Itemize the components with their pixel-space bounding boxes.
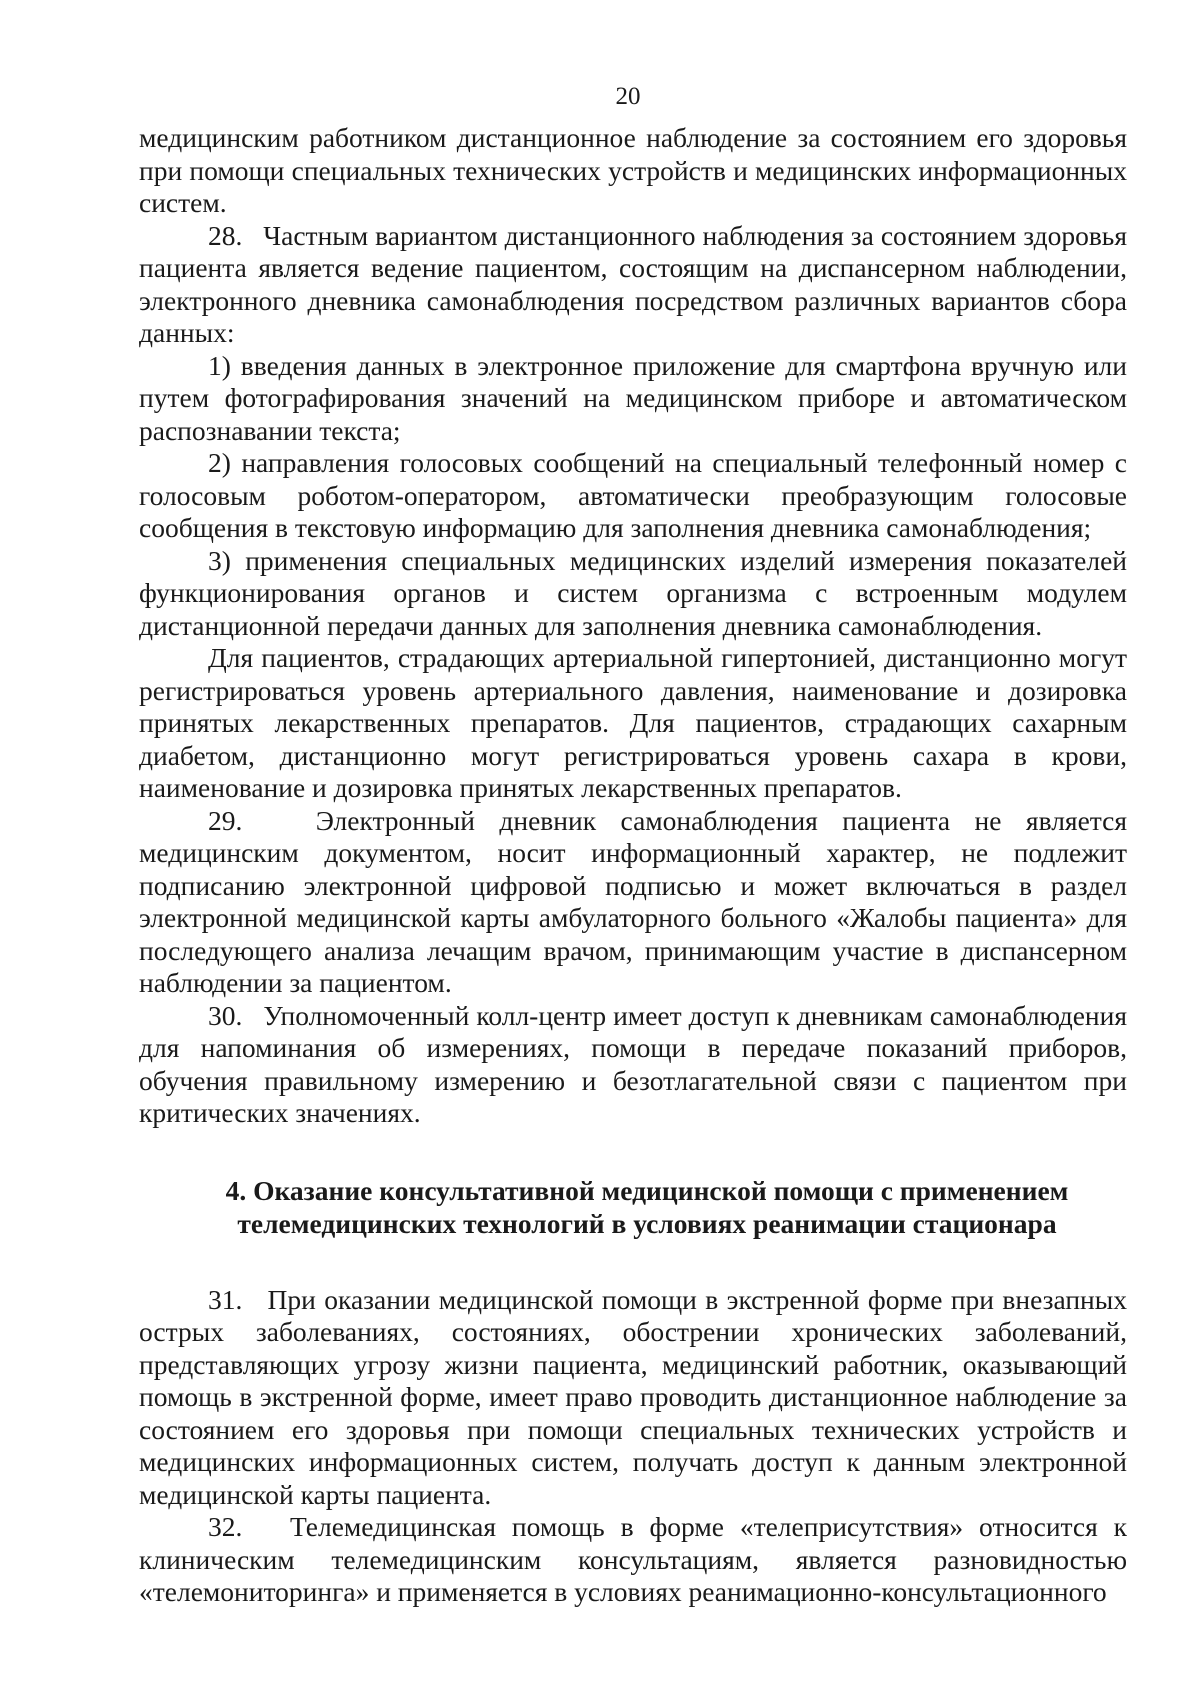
body-text-after: [139, 1284, 1127, 1609]
document-page: [139, 72, 1127, 1609]
section-heading: [139, 1174, 1127, 1240]
body-text-before: [139, 122, 1127, 1130]
list-item-1: 1) введения данных в электронное приложение для смартфона вручную или путем фотографирования значений на медицинском приборе и автоматическом распознавании текста;: [139, 349, 1127, 446]
section-heading-line-2: телемедицинских технологий в условиях реанимации стационара: [237, 1207, 1057, 1239]
paragraph-31: 31. При оказании медицинской помощи в экстренной форме при внезапных острых заболеваниях, состояниях, обострении хронических заболеваний, представляющих угрозу жизни пациента, медицинский работник, оказывающий помощь в экстренной форме, имеет право проводить дистанционное наблюдение за состоянием его здоровья при помощи специальных технических устройств и медицинских информационных систем, получать доступ к данным электронной медицинской карты пациента.: [139, 1283, 1127, 1510]
paragraph-30: 30. Уполномоченный колл-центр имеет доступ к дневникам самонаблюдения для напоминания об измерениях, помощи в передаче показаний приборов, обучения правильному измерению и безотлагательной связи с пациентом при критических значениях.: [139, 999, 1127, 1128]
paragraph-continuation: медицинским работником дистанционное наблюдение за состоянием его здоровья при помощи специальных технических устройств и медицинских информационных систем.: [139, 122, 1127, 218]
paragraph-29: 29. Электронный дневник самонаблюдения пациента не является медицинским документом, носит информационный характер, не подлежит подписанию электронной цифровой подписью и может включаться в раздел электронной медицинской карты амбулаторного больного «Жалобы пациента» для последующего анализа лечащим врачом, принимающим участие в диспансерном наблюдении за пациентом.: [139, 804, 1127, 998]
section-heading-line-1: 4. Оказание консультативной медицинской помощи с применением: [225, 1174, 1069, 1206]
paragraph-hypertension: Для пациентов, страдающих артериальной гипертонией, дистанционно могут регистрироваться уровень артериального давления, наименование и дозировка принятых лекарственных препаратов. Для пациентов, страдающих сахарным диабетом, дистанционно могут регистрироваться уровень сахара в крови, наименование и дозировка принятых лекарственных препаратов.: [139, 642, 1127, 803]
list-item-3: 3) применения специальных медицинских изделий измерения показателей функционирования органов и систем организма с встроенным модулем дистанционной передачи данных для заполнения дневника самонаблюдения.: [139, 544, 1127, 641]
paragraph-32: 32. Телемедицинская помощь в форме «телеприсутствия» относится к клиническим телемедицинским консультациям, является разновидностью «телемониторинга» и применяется в условиях реанимационно-консультационного: [139, 1511, 1127, 1607]
list-item-2: 2) направления голосовых сообщений на специальный телефонный номер с голосовым роботом-оператором, автоматически преобразующим голосовые сообщения в текстовую информацию для заполнения дневника самонаблюдения;: [139, 447, 1127, 543]
page-number: 20: [615, 83, 641, 110]
paragraph-28: 28. Частным вариантом дистанционного наблюдения за состоянием здоровья пациента является ведение пациентом, состоящим на диспансерном наблюдении, электронного дневника самонаблюдения посредством различных вариантов сбора данных:: [139, 219, 1127, 348]
